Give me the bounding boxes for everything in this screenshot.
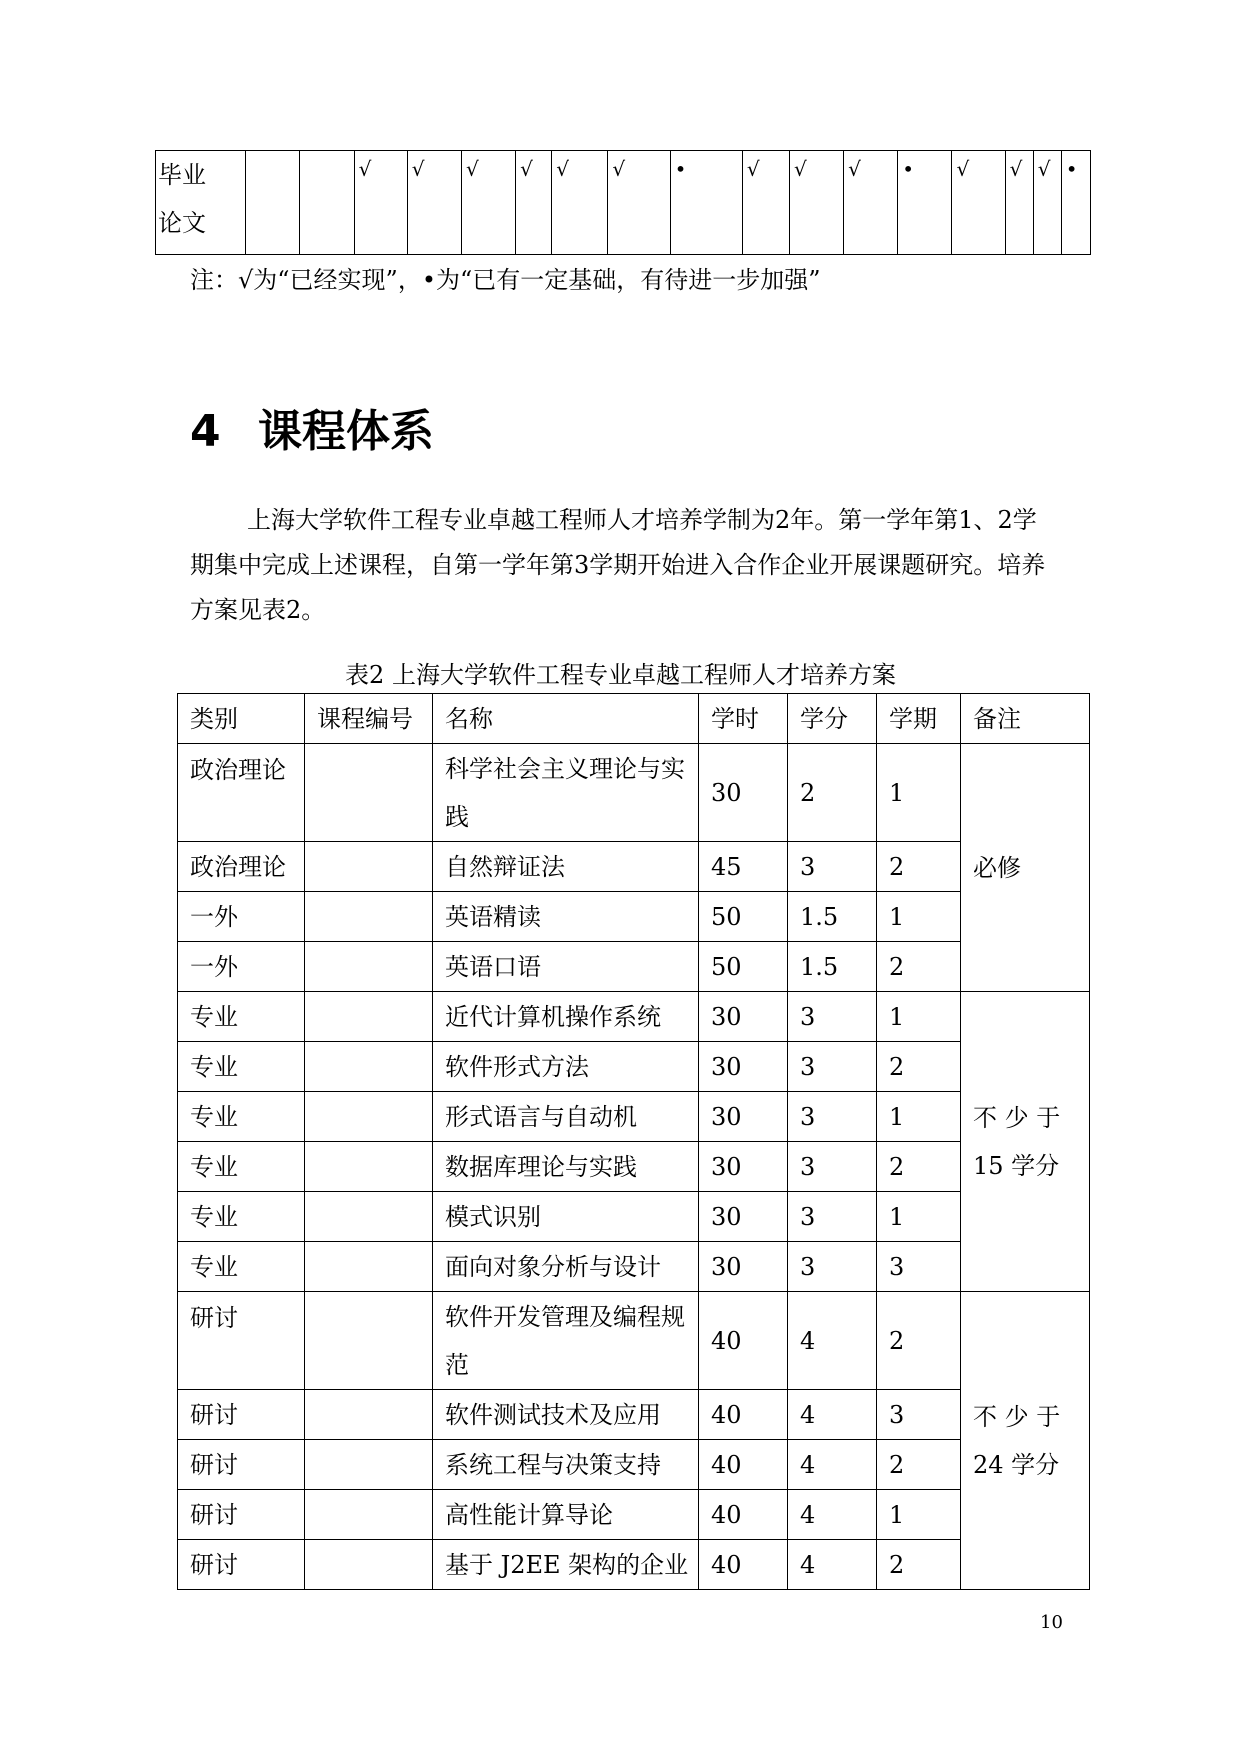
credits-cell: 3 — [788, 1192, 877, 1242]
credits-cell: 4 — [788, 1292, 877, 1390]
credits-cell: 1.5 — [788, 892, 877, 942]
column-header: 学期 — [877, 694, 961, 744]
mark-cell: √ — [1033, 151, 1061, 255]
category-cell: 研讨 — [178, 1390, 305, 1440]
code-cell — [305, 892, 433, 942]
code-cell — [305, 1242, 433, 1292]
table-row — [178, 1192, 1090, 1242]
credits-cell: 3 — [788, 1092, 877, 1142]
course-name-cell: 模式识别 — [433, 1192, 699, 1242]
mark-cell: √ — [1005, 151, 1033, 255]
mark-cell: √ — [742, 151, 789, 255]
column-header: 学时 — [699, 694, 788, 744]
page-number: 10 — [1040, 1612, 1063, 1633]
row-label — [156, 151, 246, 255]
term-cell: 1 — [877, 1490, 961, 1540]
category-cell: 专业 — [178, 1142, 305, 1192]
training-plan-table — [177, 693, 1090, 1590]
category-cell: 专业 — [178, 992, 305, 1042]
course-name-cell: 自然辩证法 — [433, 842, 699, 892]
course-name-cell: 基于 J2EE 架构的企业 — [433, 1540, 699, 1590]
table-row — [178, 1490, 1090, 1540]
hours-cell: 30 — [699, 992, 788, 1042]
hours-cell: 40 — [699, 1292, 788, 1390]
category-cell: 一外 — [178, 942, 305, 992]
hours-cell: 40 — [699, 1440, 788, 1490]
course-name-cell: 数据库理论与实践 — [433, 1142, 699, 1192]
table-row — [178, 1142, 1090, 1192]
term-cell: 3 — [877, 1242, 961, 1292]
mark-cell: √ — [407, 151, 461, 255]
credits-cell: 3 — [788, 1242, 877, 1292]
category-cell: 政治理论 — [178, 842, 305, 892]
hours-cell: 30 — [699, 1042, 788, 1092]
table-row — [178, 1242, 1090, 1292]
code-cell — [305, 1440, 433, 1490]
code-cell — [305, 1092, 433, 1142]
category-cell: 一外 — [178, 892, 305, 942]
table-row — [178, 1440, 1090, 1490]
mark-cell: • — [1061, 151, 1090, 255]
table-row — [178, 1092, 1090, 1142]
category-cell: 专业 — [178, 1192, 305, 1242]
table-row — [178, 842, 1090, 892]
hours-cell: 30 — [699, 1192, 788, 1242]
hours-cell: 30 — [699, 1242, 788, 1292]
table-header-row — [178, 694, 1090, 744]
mark-cell: √ — [952, 151, 1005, 255]
term-cell: 1 — [877, 1192, 961, 1242]
term-cell: 3 — [877, 1390, 961, 1440]
table-row — [178, 744, 1090, 842]
term-cell: 2 — [877, 1540, 961, 1590]
intro-paragraph — [190, 498, 1060, 633]
category-cell: 政治理论 — [178, 744, 305, 842]
term-cell: 2 — [877, 842, 961, 892]
credits-cell: 3 — [788, 1042, 877, 1092]
intro-text: 上海大学软件工程专业卓越工程师人才培养学制为2年。第一学年第1、2学期集中完成上述课程，自第一学年第3学期开始进入合作企业开展课题研究。培养方案见表2。 — [190, 506, 1046, 624]
code-cell — [305, 992, 433, 1042]
term-cell: 1 — [877, 992, 961, 1042]
category-cell: 研讨 — [178, 1440, 305, 1490]
hours-cell: 30 — [699, 1092, 788, 1142]
hours-cell: 30 — [699, 744, 788, 842]
course-name-cell: 软件测试技术及应用 — [433, 1390, 699, 1440]
remark-cell: 必修 — [961, 744, 1090, 992]
term-cell: 1 — [877, 892, 961, 942]
mark-cell: √ — [354, 151, 407, 255]
credits-cell: 2 — [788, 744, 877, 842]
remark-cell — [961, 992, 1090, 1292]
course-name-cell: 近代计算机操作系统 — [433, 992, 699, 1042]
mark-cell: √ — [552, 151, 608, 255]
hours-cell: 40 — [699, 1540, 788, 1590]
term-cell: 2 — [877, 942, 961, 992]
course-name-cell: 系统工程与决策支持 — [433, 1440, 699, 1490]
column-header: 课程编号 — [305, 694, 433, 744]
credits-cell: 4 — [788, 1440, 877, 1490]
credits-cell: 4 — [788, 1390, 877, 1440]
category-cell: 专业 — [178, 1042, 305, 1092]
category-cell: 专业 — [178, 1242, 305, 1292]
mark-cell — [300, 151, 354, 255]
course-name-cell: 高性能计算导论 — [433, 1490, 699, 1540]
column-header: 学分 — [788, 694, 877, 744]
course-name-cell: 形式语言与自动机 — [433, 1092, 699, 1142]
mark-cell: √ — [608, 151, 670, 255]
category-cell: 专业 — [178, 1092, 305, 1142]
code-cell — [305, 1292, 433, 1390]
term-cell: 2 — [877, 1440, 961, 1490]
term-cell: 1 — [877, 744, 961, 842]
row-label-line: 论文 — [158, 209, 206, 237]
remark-cell — [961, 1292, 1090, 1590]
course-name-cell: 英语精读 — [433, 892, 699, 942]
term-cell: 2 — [877, 1042, 961, 1092]
hours-cell: 40 — [699, 1490, 788, 1540]
course-name-cell: 软件开发管理及编程规范 — [433, 1292, 699, 1390]
term-cell: 2 — [877, 1142, 961, 1192]
table-row — [178, 1390, 1090, 1440]
course-name-cell: 面向对象分析与设计 — [433, 1242, 699, 1292]
mark-cell: √ — [789, 151, 843, 255]
code-cell — [305, 744, 433, 842]
requirements-matrix-table — [155, 150, 1091, 255]
remark-line: 24 学分 — [973, 1450, 1060, 1479]
code-cell — [305, 842, 433, 892]
term-cell: 2 — [877, 1292, 961, 1390]
category-cell: 研讨 — [178, 1292, 305, 1390]
mark-cell: √ — [461, 151, 515, 255]
course-name-cell: 科学社会主义理论与实践 — [433, 744, 699, 842]
row-label-line: 毕业 — [158, 161, 206, 189]
table-row — [178, 1292, 1090, 1390]
code-cell — [305, 942, 433, 992]
table-row — [156, 151, 1091, 255]
credits-cell: 1.5 — [788, 942, 877, 992]
mark-cell: √ — [844, 151, 898, 255]
course-name-cell: 英语口语 — [433, 942, 699, 992]
mark-cell — [246, 151, 300, 255]
credits-cell: 4 — [788, 1540, 877, 1590]
hours-cell: 40 — [699, 1390, 788, 1440]
remark-line: 不 少 于 — [973, 1402, 1061, 1431]
table-row — [178, 992, 1090, 1042]
hours-cell: 30 — [699, 1142, 788, 1192]
table-row — [178, 1540, 1090, 1590]
table-row — [178, 892, 1090, 942]
column-header: 名称 — [433, 694, 699, 744]
term-cell: 1 — [877, 1092, 961, 1142]
table-row — [178, 1042, 1090, 1092]
category-cell: 研讨 — [178, 1490, 305, 1540]
code-cell — [305, 1390, 433, 1440]
code-cell — [305, 1192, 433, 1242]
mark-cell: • — [670, 151, 742, 255]
hours-cell: 45 — [699, 842, 788, 892]
credits-cell: 3 — [788, 842, 877, 892]
course-name-cell: 软件形式方法 — [433, 1042, 699, 1092]
category-cell: 研讨 — [178, 1540, 305, 1590]
section-number: 4 — [190, 406, 221, 457]
column-header: 类别 — [178, 694, 305, 744]
code-cell — [305, 1540, 433, 1590]
code-cell — [305, 1142, 433, 1192]
column-header: 备注 — [961, 694, 1090, 744]
hours-cell: 50 — [699, 942, 788, 992]
mark-cell: √ — [516, 151, 552, 255]
credits-cell: 4 — [788, 1490, 877, 1540]
section-heading — [190, 395, 434, 459]
remark-line: 15 学分 — [973, 1151, 1060, 1180]
code-cell — [305, 1042, 433, 1092]
remark-line: 不 少 于 — [973, 1103, 1061, 1132]
table-row — [178, 942, 1090, 992]
hours-cell: 50 — [699, 892, 788, 942]
mark-cell: • — [898, 151, 952, 255]
code-cell — [305, 1490, 433, 1540]
credits-cell: 3 — [788, 1142, 877, 1192]
table-caption: 表2 上海大学软件工程专业卓越工程师人才培养方案 — [345, 661, 896, 689]
credits-cell: 3 — [788, 992, 877, 1042]
table-note: 注：√为“已经实现”，•为“已有一定基础，有待进一步加强” — [190, 266, 821, 294]
section-title: 课程体系 — [258, 406, 434, 457]
